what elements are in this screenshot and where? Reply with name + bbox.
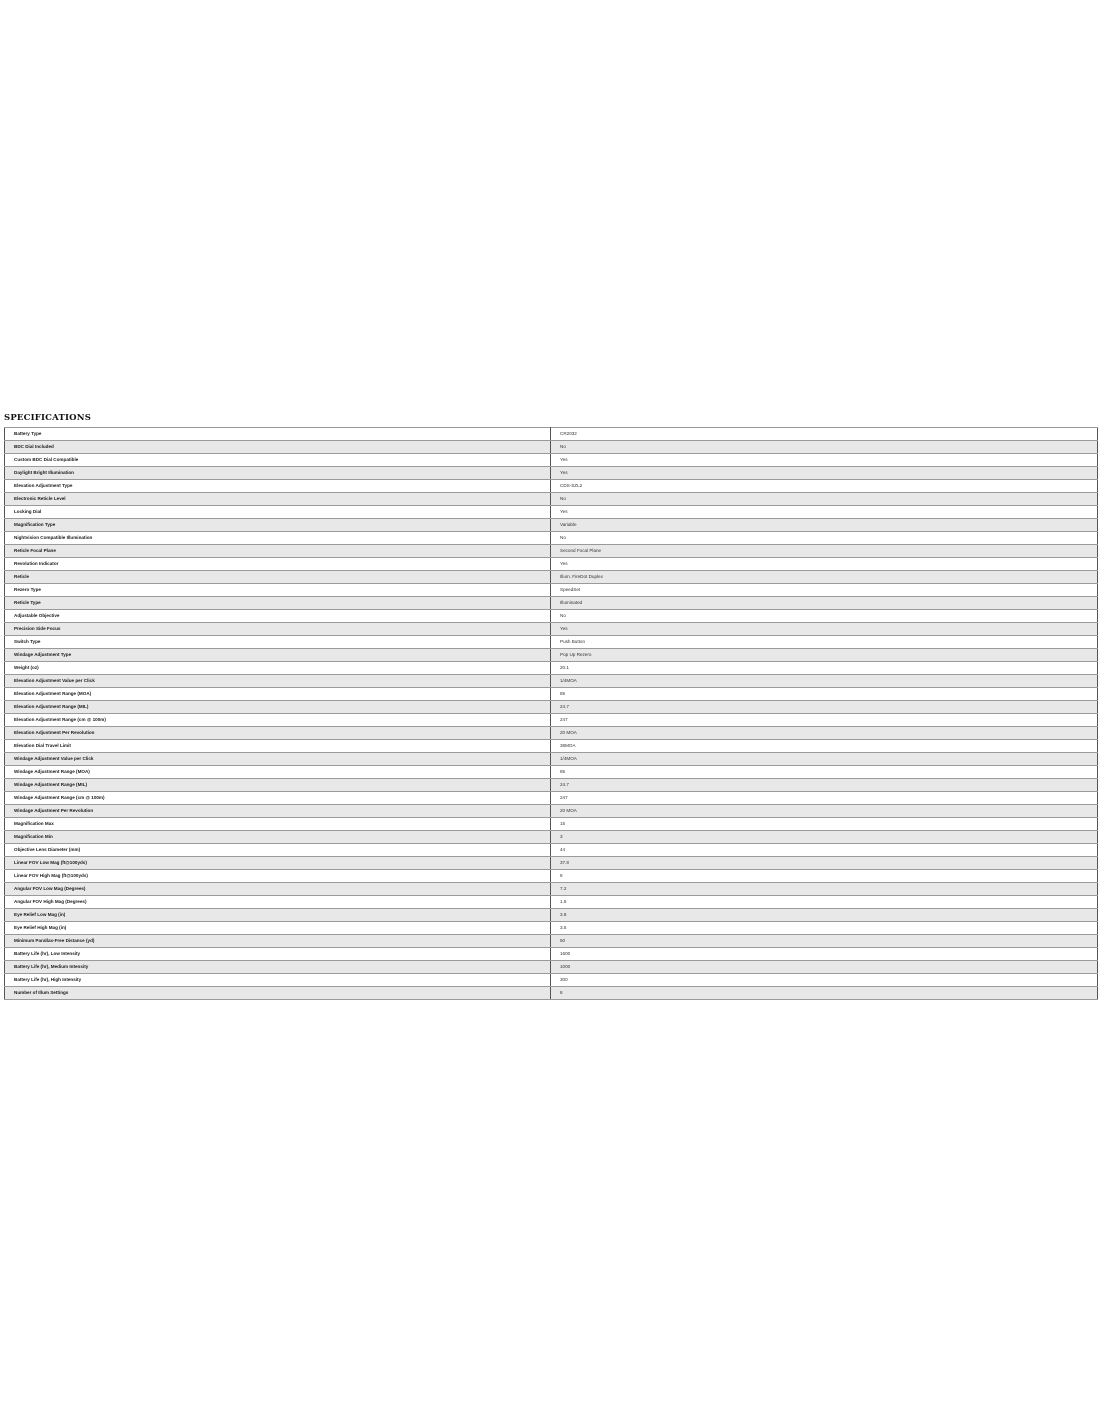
spec-value: Yes	[551, 623, 1098, 636]
spec-value: 3.8	[551, 909, 1098, 922]
spec-row	[5, 961, 1098, 974]
spec-row	[5, 597, 1098, 610]
spec-value: Yes	[551, 506, 1098, 519]
spec-value: 300	[551, 974, 1098, 987]
spec-label: Nightvision Compatible Illumination	[5, 532, 551, 545]
spec-value: 7.2	[551, 883, 1098, 896]
spec-value: 24.7	[551, 779, 1098, 792]
spec-value: 85	[551, 688, 1098, 701]
spec-label: Weight (oz)	[5, 662, 551, 675]
spec-row	[5, 818, 1098, 831]
spec-row	[5, 610, 1098, 623]
spec-label: Custom BDC Dial Compatible	[5, 454, 551, 467]
spec-label: Reticle Focal Plane	[5, 545, 551, 558]
spec-row	[5, 636, 1098, 649]
spec-label: Windage Adjustment Range (cm @ 100m)	[5, 792, 551, 805]
spec-label: Elevation Adjustment Range (MIL)	[5, 701, 551, 714]
spec-value: 37.8	[551, 857, 1098, 870]
spec-row	[5, 740, 1098, 753]
spec-row	[5, 688, 1098, 701]
spec-row	[5, 883, 1098, 896]
spec-row	[5, 922, 1098, 935]
spec-row	[5, 753, 1098, 766]
spec-value: 44	[551, 844, 1098, 857]
spec-label: Reticle Type	[5, 597, 551, 610]
spec-row	[5, 766, 1098, 779]
spec-label: Magnification Max	[5, 818, 551, 831]
specifications-table-body	[5, 428, 1098, 1000]
spec-row	[5, 844, 1098, 857]
spec-value: 3	[551, 831, 1098, 844]
spec-label: Elevation Adjustment Value per Click	[5, 675, 551, 688]
spec-label: Locking Dial	[5, 506, 551, 519]
spec-value: Illuminated	[551, 597, 1098, 610]
spec-value: 20 MOA	[551, 805, 1098, 818]
spec-label: Magnification Type	[5, 519, 551, 532]
spec-label: Battery Type	[5, 428, 551, 441]
spec-row	[5, 857, 1098, 870]
spec-value: Yes	[551, 454, 1098, 467]
spec-row	[5, 623, 1098, 636]
spec-label: BDC Dial Included	[5, 441, 551, 454]
spec-label: Windage Adjustment Type	[5, 649, 551, 662]
spec-value: 247	[551, 714, 1098, 727]
spec-row	[5, 831, 1098, 844]
spec-value: 15	[551, 818, 1098, 831]
spec-label: Eye Relief Low Mag (in)	[5, 909, 551, 922]
spec-row	[5, 896, 1098, 909]
spec-label: Battery Life (hr), Low Intensity	[5, 948, 551, 961]
spec-row	[5, 467, 1098, 480]
spec-label: Objective Lens Diameter (mm)	[5, 844, 551, 857]
spec-row	[5, 441, 1098, 454]
spec-row	[5, 870, 1098, 883]
spec-label: Elevation Dial Travel Limit	[5, 740, 551, 753]
spec-value: 3.5	[551, 922, 1098, 935]
spec-value: 38MOA	[551, 740, 1098, 753]
spec-row	[5, 779, 1098, 792]
spec-label: Eye Relief High Mag (in)	[5, 922, 551, 935]
spec-label: Battery Life (hr), Medium Intensity	[5, 961, 551, 974]
spec-label: Elevation Adjustment Range (cm @ 100m)	[5, 714, 551, 727]
spec-label: Electronic Reticle Level	[5, 493, 551, 506]
spec-value: No	[551, 493, 1098, 506]
spec-row	[5, 987, 1098, 1000]
spec-value: 1.5	[551, 896, 1098, 909]
spec-value: 247	[551, 792, 1098, 805]
spec-row	[5, 545, 1098, 558]
spec-value: 20 MOA	[551, 727, 1098, 740]
spec-row	[5, 454, 1098, 467]
spec-value: 8	[551, 870, 1098, 883]
specifications-heading: SPECIFICATIONS	[4, 413, 92, 423]
spec-label: Linear FOV High Mag (ft@100yds)	[5, 870, 551, 883]
spec-label: Windage Adjustment Range (MIL)	[5, 779, 551, 792]
spec-row	[5, 480, 1098, 493]
spec-row	[5, 649, 1098, 662]
spec-label: Windage Adjustment Value per Click	[5, 753, 551, 766]
spec-label: Number of Illum Settings	[5, 987, 551, 1000]
spec-label: Minimum Parallax-Free Distance (yd)	[5, 935, 551, 948]
spec-label: Precision Side Focus	[5, 623, 551, 636]
spec-label: Revolution Indicator	[5, 558, 551, 571]
spec-value: 85	[551, 766, 1098, 779]
specifications-section	[4, 413, 1097, 1000]
spec-row	[5, 519, 1098, 532]
spec-label: Angular FOV High Mag (Degrees)	[5, 896, 551, 909]
spec-value: 1600	[551, 948, 1098, 961]
spec-row	[5, 727, 1098, 740]
spec-row	[5, 428, 1098, 441]
spec-row	[5, 662, 1098, 675]
spec-label: Elevation Adjustment Per Revolution	[5, 727, 551, 740]
spec-row	[5, 675, 1098, 688]
spec-label: Windage Adjustment Range (MOA)	[5, 766, 551, 779]
spec-label: Magnification Min	[5, 831, 551, 844]
spec-row	[5, 935, 1098, 948]
spec-label: Daylight Bright Illumination	[5, 467, 551, 480]
spec-value: 20.1	[551, 662, 1098, 675]
spec-row	[5, 805, 1098, 818]
spec-row	[5, 948, 1098, 961]
spec-value: Push Button	[551, 636, 1098, 649]
spec-label: Battery Life (hr), High Intensity	[5, 974, 551, 987]
spec-value: No	[551, 610, 1098, 623]
spec-value: Yes	[551, 467, 1098, 480]
spec-row	[5, 714, 1098, 727]
spec-value: 8	[551, 987, 1098, 1000]
spec-row	[5, 701, 1098, 714]
spec-value: Yes	[551, 558, 1098, 571]
spec-value: 1/4MOA	[551, 753, 1098, 766]
spec-row	[5, 506, 1098, 519]
spec-value: Illum. FireDot Duplex	[551, 571, 1098, 584]
spec-row	[5, 792, 1098, 805]
spec-label: Switch Type	[5, 636, 551, 649]
spec-label: Rezero Type	[5, 584, 551, 597]
spec-label: Linear FOV Low Mag (ft@100yds)	[5, 857, 551, 870]
spec-row	[5, 584, 1098, 597]
spec-value: Pop Up Rezero	[551, 649, 1098, 662]
spec-label: Angular FOV Low Mag (Degrees)	[5, 883, 551, 896]
spec-value: 50	[551, 935, 1098, 948]
spec-value: 1/4MOA	[551, 675, 1098, 688]
spec-value: No	[551, 532, 1098, 545]
spec-value: CDS-SZL2	[551, 480, 1098, 493]
spec-row	[5, 909, 1098, 922]
spec-label: Windage Adjustment Per Revolution	[5, 805, 551, 818]
spec-row	[5, 571, 1098, 584]
spec-value: 24.7	[551, 701, 1098, 714]
spec-value: 1000	[551, 961, 1098, 974]
spec-label: Reticle	[5, 571, 551, 584]
spec-row	[5, 532, 1098, 545]
specifications-table	[4, 427, 1098, 1000]
spec-label: Elevation Adjustment Range (MOA)	[5, 688, 551, 701]
spec-row	[5, 493, 1098, 506]
spec-row	[5, 558, 1098, 571]
spec-value: No	[551, 441, 1098, 454]
spec-value: CR2032	[551, 428, 1098, 441]
spec-value: Variable	[551, 519, 1098, 532]
spec-value: Second Focal Plane	[551, 545, 1098, 558]
spec-label: Adjustable Objective	[5, 610, 551, 623]
spec-value: SpeedSet	[551, 584, 1098, 597]
spec-row	[5, 974, 1098, 987]
spec-label: Elevation Adjustment Type	[5, 480, 551, 493]
